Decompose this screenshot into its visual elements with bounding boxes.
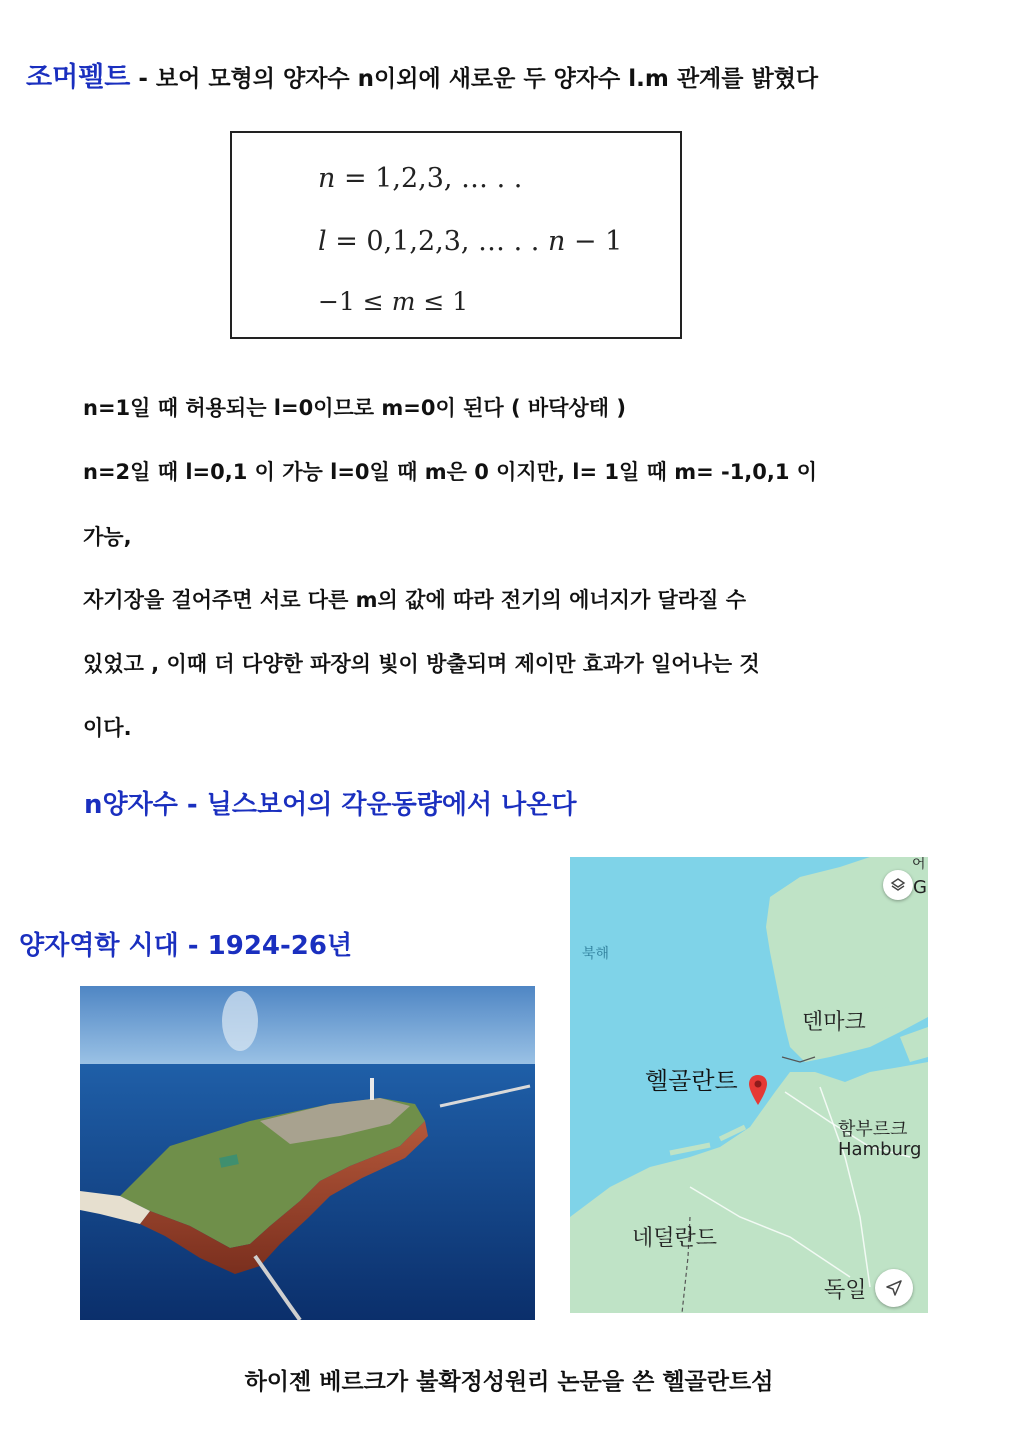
map-label-germany: 독일 [824, 1278, 867, 1303]
helgoland-aerial-photo [80, 986, 535, 1320]
heading-highlight: 조머펠트 [26, 62, 131, 93]
page-heading [26, 55, 818, 94]
map-label-hamburg-ko: 함부르크 [838, 1119, 908, 1140]
paragraph-line: 가능, [83, 525, 132, 549]
formula-n: 𝑛 = 1,2,3, … . . [318, 163, 523, 194]
paragraph-line: n=2일 때 l=0,1 이 가능 l=0일 때 m은 0 이지만, l= 1일 때 m= -1,0,1 이 [83, 460, 818, 484]
era-title: 양자역학 시대 - 1924-26년 [19, 931, 353, 961]
formula-m: −1 ≤ 𝑚 ≤ 1 [318, 287, 469, 316]
helgoland-map[interactable] [570, 857, 928, 1313]
image-caption: 하이젠 베르크가 불확정성원리 논문을 쓴 헬골란트섬 [244, 1369, 774, 1395]
map-label-helgoland: 헬골란트 [645, 1067, 738, 1095]
layers-icon [890, 877, 906, 893]
subheading: n양자수 - 닐스보어의 각운동량에서 나온다 [84, 790, 577, 820]
island-photo-illustration [80, 986, 535, 1320]
map-label-edge-top: 어 [912, 857, 926, 872]
formula-box [230, 131, 682, 339]
heading-text: - 보어 모형의 양자수 n이외에 새로운 두 양자수 l.m 관계를 밝혔다 [130, 66, 819, 92]
map-label-edge-g: G [913, 877, 927, 898]
navigate-button[interactable] [875, 1269, 913, 1307]
paragraph-line: 이다. [83, 716, 132, 740]
map-label-north-sea: 북해 [582, 946, 610, 962]
paragraph-line: n=1일 때 허용되는 l=0이므로 m=0이 된다 ( 바닥상태 ) [83, 396, 626, 420]
map-label-netherlands: 네덜란드 [632, 1226, 718, 1251]
map-label-hamburg-en: Hamburg [838, 1139, 922, 1160]
map-label-denmark: 덴마크 [802, 1010, 866, 1035]
paragraph-line: 자기장을 걸어주면 서로 다른 m의 값에 따라 전기의 에너지가 달라질 수 [83, 588, 746, 612]
layers-button[interactable] [883, 870, 913, 900]
paragraph-line: 있었고 , 이때 더 다양한 파장의 빛이 방출되며 제이만 효과가 일어나는 것 [83, 652, 760, 676]
location-pin-icon[interactable] [749, 1075, 767, 1105]
formula-l: 𝑙 = 0,1,2,3, … . . 𝑛 − 1 [318, 226, 623, 257]
navigate-arrow-icon [885, 1279, 903, 1297]
